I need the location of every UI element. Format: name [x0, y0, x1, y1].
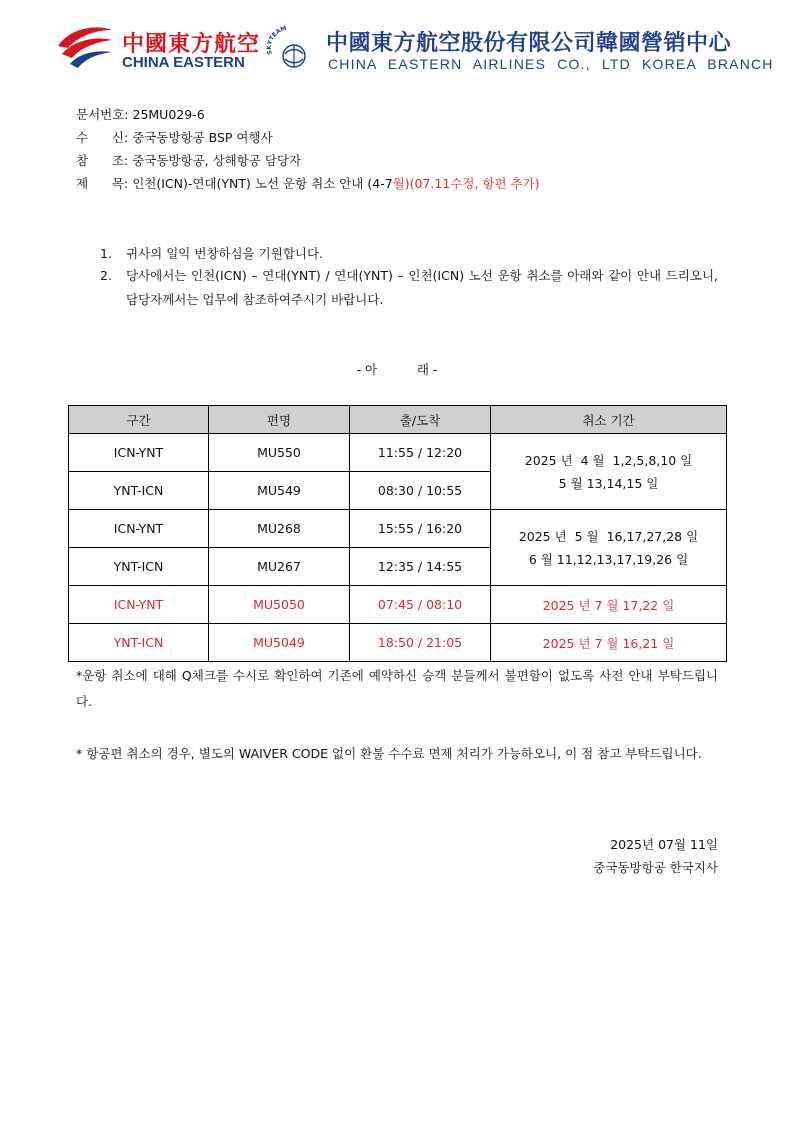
list-text: 귀사의 일익 번창하심을 기원합니다. [126, 246, 324, 261]
cell-time: 08:30 / 10:55 [350, 472, 491, 510]
period-line: 2025 년 5 월 16,17,27,28 일 [518, 528, 699, 544]
table-header-row [69, 406, 727, 434]
cell-flight: MU549 [209, 472, 350, 510]
brand-name-chinese: 中國東方航空 [122, 32, 261, 57]
table-row [69, 434, 727, 472]
brand-name-english: CHINA EASTERN [122, 54, 245, 71]
cell-period: 2025 년 7 월 17,22 일 [491, 586, 727, 624]
company-name-english: CHINA EASTERN AIRLINES CO., LTD KOREA BRANCH [328, 56, 774, 72]
cell-flight: MU267 [209, 548, 350, 586]
cell-period [491, 510, 727, 586]
column-header-flight: 편명 [209, 406, 350, 434]
subject-label: 제 목: [76, 176, 129, 191]
issuer-organization: 중국동방항공 한국지사 [593, 860, 718, 875]
subject-value: 인천(ICN)-연대(YNT) 노선 운항 취소 안내 (4-7 [132, 176, 393, 191]
cell-time: 18:50 / 21:05 [350, 624, 491, 662]
subject-revision-note: 월)(07.11수정, 항편 추가) [392, 176, 540, 191]
table-row-added [69, 624, 727, 662]
cell-flight: MU268 [209, 510, 350, 548]
cell-flight: MU5049 [209, 624, 350, 662]
list-number: 1. [100, 246, 112, 261]
note-waiver: * 항공편 취소의 경우, 별도의 WAIVER CODE 없이 환불 수수료 면제 처리가 가능하오니, 이 점 참고 부탁드립니다. [76, 746, 702, 761]
reference-line [76, 153, 301, 169]
reference-label: 참 조: [76, 153, 129, 168]
section-heading: - 아 래 - [356, 362, 438, 377]
cell-time: 15:55 / 16:20 [350, 510, 491, 548]
cell-route: YNT-ICN [69, 472, 209, 510]
table-row-added [69, 586, 727, 624]
column-header-time: 출/도착 [350, 406, 491, 434]
document-number: 문서번호: 25MU029-6 [76, 107, 205, 122]
recipient-line [76, 130, 273, 146]
cell-time: 07:45 / 08:10 [350, 586, 491, 624]
column-header-route: 구간 [69, 406, 209, 434]
note-check-schedule: *운항 취소에 대해 Q체크를 수시로 확인하여 기존에 예약하신 승객 분들께서 불편함이 없도록 사전 안내 부탁드립니다. [76, 668, 718, 709]
cell-route: YNT-ICN [69, 548, 209, 586]
skyteam-logo-icon [264, 24, 314, 74]
period-line: 5 월 13,14,15 일 [558, 475, 659, 491]
column-header-period: 취소 기간 [491, 406, 727, 434]
period-line: 6 월 11,12,13,17,19,26 일 [528, 551, 689, 567]
subject-line [76, 176, 540, 192]
cell-period: 2025 년 7 월 16,21 일 [491, 624, 727, 662]
list-number: 2. [100, 268, 112, 283]
recipient-value: 중국동방항공 BSP 여행사 [132, 130, 273, 145]
reference-value: 중국동방항공, 상해항공 담당자 [132, 153, 302, 168]
company-name-chinese: 中國東方航空股份有限公司韓國營销中心 [326, 31, 732, 56]
cell-route: ICN-YNT [69, 510, 209, 548]
skyteam-label: SKYTEAM [265, 25, 288, 56]
recipient-label: 수 신: [76, 130, 129, 145]
cell-flight: MU550 [209, 434, 350, 472]
cell-period [491, 434, 727, 510]
issue-date: 2025년 07월 11일 [610, 837, 718, 852]
period-line: 2025 년 4 월 1,2,5,8,10 일 [524, 452, 693, 468]
list-text: 당사에서는 인천(ICN) – 연대(YNT) / 연대(YNT) – 인천(ICN) 노선 운항 취소를 아래와 같이 안내 드리오니, 담당자께서는 업무에 참조하여주시기 바랍니다. [126, 268, 718, 307]
cell-route: YNT-ICN [69, 624, 209, 662]
cell-time: 11:55 / 12:20 [350, 434, 491, 472]
cell-route: ICN-YNT [69, 434, 209, 472]
table-row [69, 510, 727, 548]
cancellation-table [68, 405, 727, 662]
china-eastern-logo-icon [56, 24, 114, 70]
cell-route: ICN-YNT [69, 586, 209, 624]
cell-flight: MU5050 [209, 586, 350, 624]
cell-time: 12:35 / 14:55 [350, 548, 491, 586]
